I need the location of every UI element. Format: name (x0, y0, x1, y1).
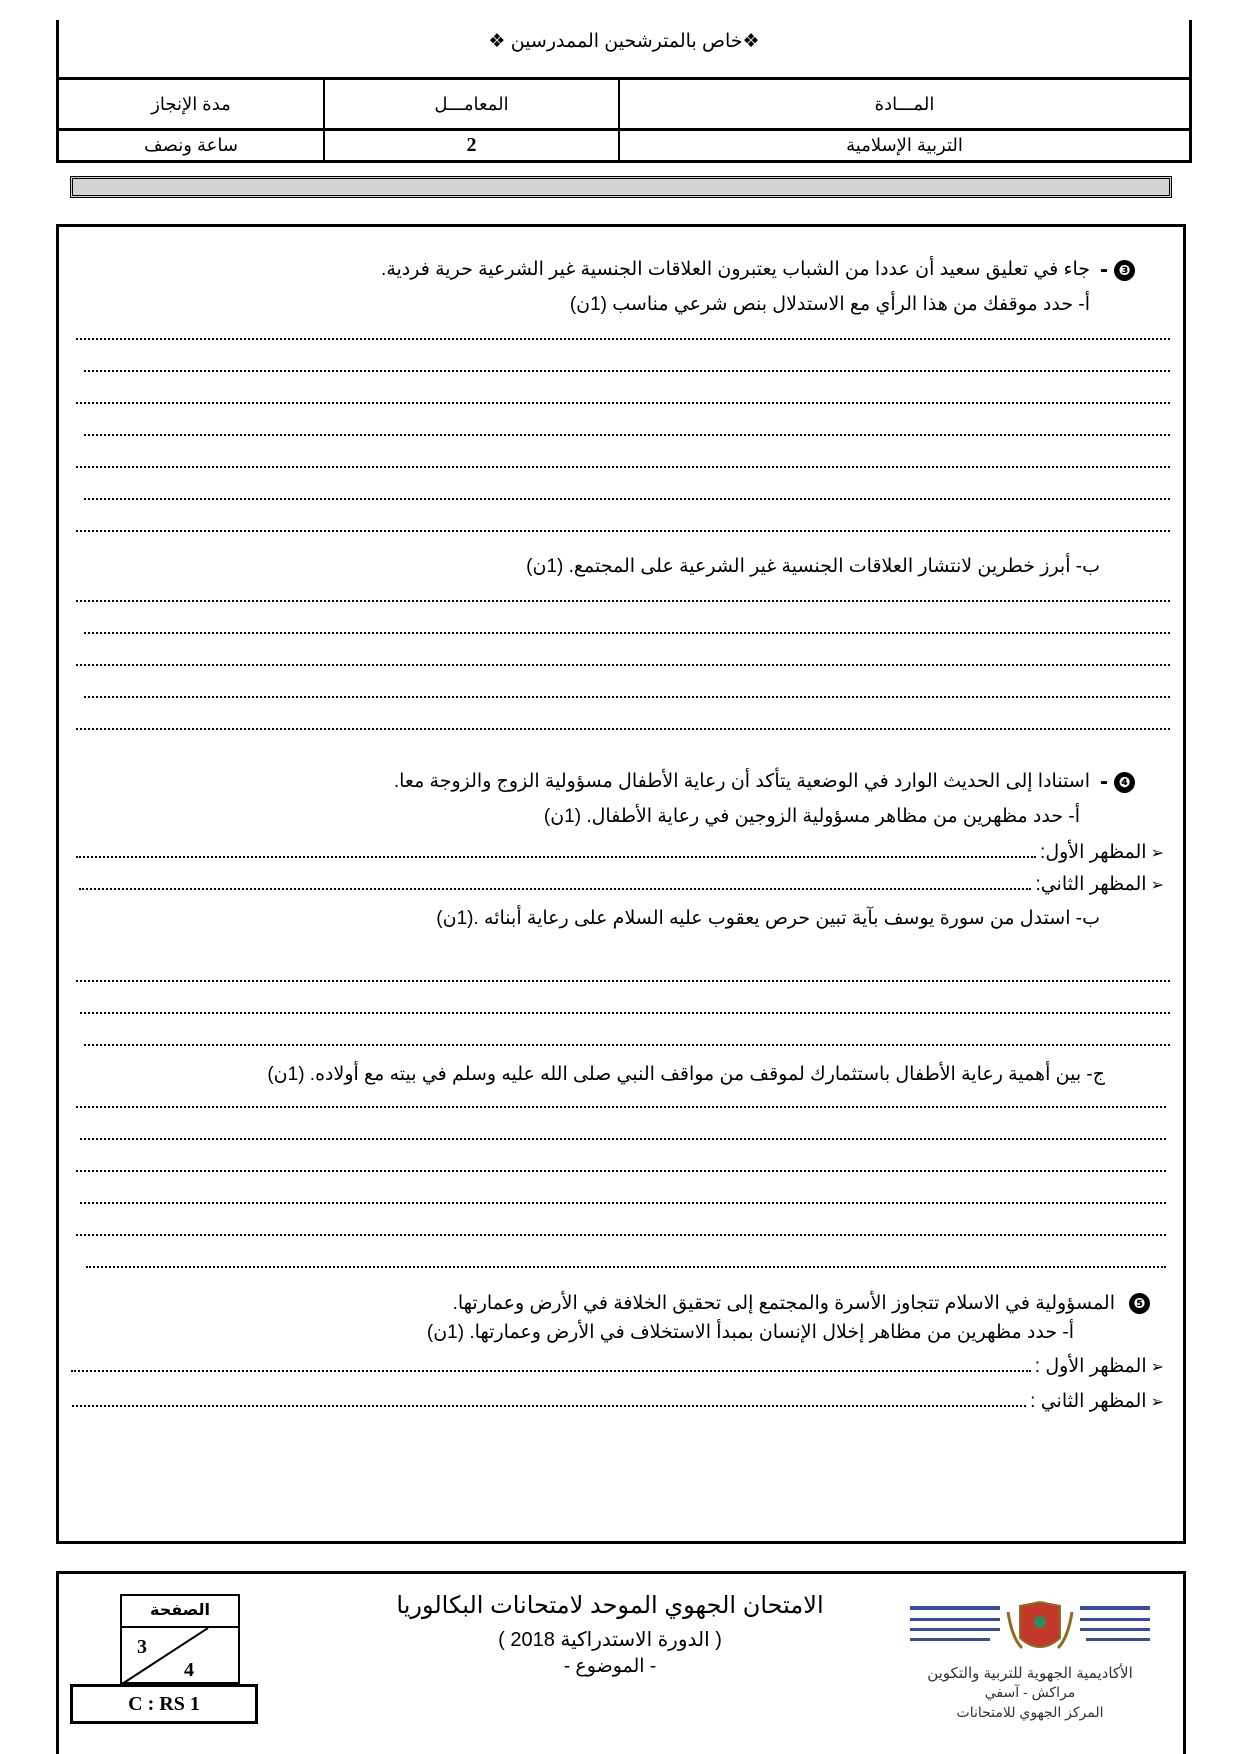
answer-line[interactable] (76, 1166, 1166, 1172)
answer-line[interactable] (76, 462, 1170, 468)
footer-session: ( الدورة الاستدراكية 2018 ) (498, 1629, 722, 1651)
question-4-text: استنادا إلى الحديث الوارد في الوضعية يتأكد أن رعاية الأطفال مسؤولية الزوج والزوجة معا. (393, 771, 1090, 793)
arrow-icon: ➢ (1150, 1394, 1164, 1411)
arrow-icon: ➢ (1150, 845, 1164, 862)
q5-aspect-2-answer[interactable] (72, 1401, 1026, 1407)
question-3-text: جاء في تعليق سعيد أن عددا من الشباب يعتبرون العلاقات الجنسية غير الشرعية حرية فردية. (381, 259, 1090, 281)
answer-line[interactable] (76, 596, 1170, 602)
answer-line[interactable] (80, 1198, 1166, 1204)
question-4a: أ- حدد مظهرين من مظاهر مسؤولية الزوجين في رعاية الأطفال. (1ن) (543, 806, 1080, 827)
question-3b: ب- أبرز خطرين لانتشار العلاقات الجنسية غير الشرعية على المجتمع. (1ن) (526, 556, 1100, 577)
question-4c: ج- بين أهمية رعاية الأطفال باستثمارك لموقف من مواقف النبي صلى الله عليه وسلم في بيته مع أولاده. (1ن) (267, 1064, 1105, 1085)
answer-line[interactable] (76, 334, 1170, 340)
aspect-1-row (76, 841, 1164, 864)
footer-subject: - الموضوع - (563, 1656, 657, 1677)
page-total: 4 (184, 1659, 194, 1681)
answer-line[interactable] (76, 1102, 1166, 1108)
aspect-1-answer[interactable] (76, 852, 1036, 858)
q5-aspect-1-label: المظهر الأول : (1034, 1356, 1147, 1377)
header-values-row (59, 128, 1189, 160)
answer-line[interactable] (84, 628, 1170, 634)
q5-aspect-1-row (71, 1355, 1164, 1378)
answer-line[interactable] (76, 398, 1170, 404)
q5-aspect-2-row (72, 1390, 1164, 1413)
answer-line[interactable] (84, 494, 1170, 500)
duration-value: ساعة ونصف (144, 135, 238, 155)
page-label: الصفحة (122, 1596, 238, 1628)
answer-line[interactable] (76, 724, 1170, 730)
aspect-2-answer[interactable] (79, 884, 1031, 890)
q5-aspect-1-answer[interactable] (71, 1366, 1031, 1372)
subject-label: المـــادة (618, 80, 1189, 128)
coefficient-label: المعامـــل (323, 80, 618, 128)
duration-label: مدة الإنجاز (151, 93, 231, 114)
page-number-box (120, 1594, 240, 1684)
answer-line[interactable] (76, 976, 1170, 982)
aspect-2-label: المظهر الثاني: (1035, 874, 1147, 895)
question-4b: ب- استدل من سورة يوسف بآية تبين حرص يعقوب عليه السلام على رعاية أبنائه .(1ن) (436, 908, 1100, 929)
footer-title: الامتحان الجهوي الموحد لامتحانات البكالوريا (396, 1592, 824, 1619)
candidate-note: ❖خاص بالمترشحين الممدرسين ❖ (488, 31, 760, 52)
subject-value: التربية الإسلامية (618, 131, 1189, 160)
arrow-icon: ➢ (1150, 877, 1164, 894)
exam-header (56, 20, 1192, 163)
question-5 (453, 1292, 1150, 1315)
question-4 (394, 768, 1135, 796)
question-3-number: ❸ (1114, 260, 1135, 281)
logo-line-3: المركز الجهوي للامتحانات (956, 1704, 1104, 1720)
header-labels-row (59, 77, 1189, 128)
answer-line[interactable] (80, 1134, 1166, 1140)
question-3-dash: - (1100, 256, 1108, 283)
answer-line[interactable] (76, 660, 1170, 666)
answer-line[interactable] (80, 1008, 1170, 1014)
answer-line[interactable] (76, 1230, 1166, 1236)
academy-logo (910, 1598, 1150, 1728)
exam-code: C : RS 1 (70, 1684, 258, 1724)
coefficient-value: 2 (323, 131, 618, 160)
logo-line-2: مراكش - آسفي (984, 1684, 1076, 1700)
q5-aspect-2-label: المظهر الثاني : (1030, 1391, 1147, 1412)
answer-line[interactable] (84, 692, 1170, 698)
question-5-number: ❺ (1129, 1293, 1150, 1314)
answer-line[interactable] (84, 1040, 1170, 1046)
answer-line[interactable] (84, 366, 1170, 372)
answer-line[interactable] (76, 526, 1170, 532)
question-5a: أ- حدد مظهرين من مظاهر إخلال الإنسان بمبدأ الاستخلاف في الأرض وعمارتها. (1ن) (426, 1322, 1074, 1343)
question-4-dash: - (1100, 768, 1108, 795)
answer-line[interactable] (84, 430, 1170, 436)
aspect-2-row (79, 873, 1164, 896)
emblem-icon (910, 1598, 1150, 1660)
question-4-number: ❹ (1114, 772, 1135, 793)
logo-line-1: الأكاديمية الجهوية للتربية والتكوين (927, 1665, 1133, 1682)
arrow-icon: ➢ (1150, 1359, 1164, 1376)
page-current: 3 (137, 1636, 147, 1658)
question-3a: أ- حدد موقفك من هذا الرأي مع الاستدلال بنص شرعي مناسب (1ن) (569, 294, 1090, 315)
answer-line[interactable] (86, 1262, 1166, 1268)
separator-bar (70, 176, 1172, 198)
question-3 (381, 256, 1135, 284)
question-5-text: المسؤولية في الاسلام تتجاوز الأسرة والمجتمع إلى تحقيق الخلافة في الأرض وعمارتها. (452, 1293, 1115, 1314)
aspect-1-label: المظهر الأول: (1040, 842, 1147, 863)
